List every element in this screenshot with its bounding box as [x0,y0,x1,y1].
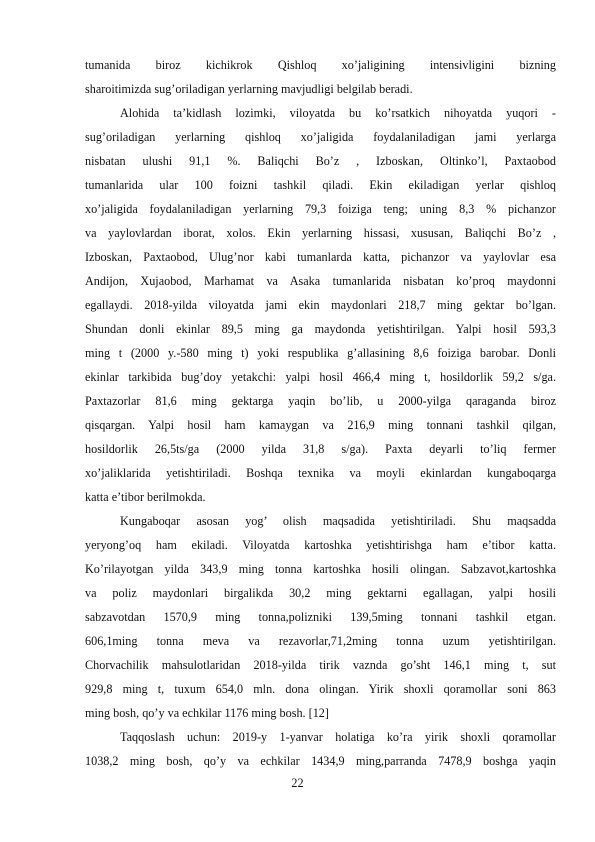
text-line: Kungaboqar asosan yog’ olish maqsadida yetishtiriladi. Shu maqsadda [120,514,556,528]
text-line: nisbatan ulushi 91,1 %. Baliqchi Bo’z , Izboskan, Oltinko’l, Paxtaobod [85,154,556,168]
text-line: ekinlar tarkibida bug’doy yetakchi: yalpi hosil 466,4 ming t, hosildorlik 59,2 s/ga. [85,370,556,384]
text-line: 1038,2 ming bosh, qo’y va echkilar 1434,9 ming,parranda 7478,9 boshga yaqin [85,754,556,768]
text-line: qisqargan. Yalpi hosil ham kamaygan va 216,9 ming tonnani tashkil qilgan, [85,418,556,432]
text-line: 606,1ming tonna meva va rezavorlar,71,2ming tonna uzum yetishtirilgan. [85,634,556,648]
text-line: sug’oriladigan yerlarning qishloq xo’jaligida foydalaniladigan jami yerlarga [85,130,556,144]
text-line: Alohida ta’kidlash lozimki, viloyatda bu ko’rsatkich nihoyatda yuqori - [120,106,556,120]
text-line: 929,8 ming t, tuxum 654,0 mln. dona olingan. Yirik shoxli qoramollar soni 863 [85,682,556,696]
page-number: 22 [291,776,304,790]
text-line: Ko’rilayotgan yilda 343,9 ming tonna kartoshka hosili olingan. Sabzavot,kartoshka [85,562,556,576]
text-line: sabzavotdan 1570,9 ming tonna,polizniki 139,5ming tonnani tashkil etgan. [85,610,556,624]
text-line: va yaylovlardan iborat, xolos. Ekin yerlarning hissasi, xususan, Baliqchi Bo’z , [85,226,556,240]
text-line: Andijon, Xujaobod, Marhamat va Asaka tumanlarida nisbatan ko’proq maydonni [85,274,556,288]
text-line: Shundan donli ekinlar 89,5 ming ga maydonda yetishtirilgan. Yalpi hosil 593,3 [85,322,556,336]
text-line: Paxtazorlar 81,6 ming gektarga yaqin bo’lib, u 2000-yilga qaraganda biroz [85,394,556,408]
text-line: egallaydi. 2018-yilda viloyatda jami ekin maydonlari 218,7 ming gektar bo’lgan. [85,298,556,312]
text-line: katta e’tibor berilmokda. [85,490,206,504]
text-line: hosildorlik 26,5ts/ga (2000 yilda 31,8 s/ga). Paxta deyarli to’liq fermer [85,442,556,456]
text-line: tumanida biroz kichikrok Qishloq xo’jaligining intensivligini bizning [85,58,556,72]
text-line: va poliz maydonlari birgalikda 30,2 ming gektarni egallagan, yalpi hosili [85,586,556,600]
text-line: tumanlarida ular 100 foizni tashkil qiladi. Ekin ekiladigan yerlar qishloq [85,178,556,192]
text-line: ming bosh, qo’y va echkilar 1176 ming bosh. [12] [85,706,329,720]
text-line: Chorvachilik mahsulotlaridan 2018-yilda tirik vaznda go’sht 146,1 ming t, sut [85,658,556,672]
text-line: Taqqoslash uchun: 2019-y 1-yanvar holatiga ko’ra yirik shoxli qoramollar [120,730,556,744]
text-line: yeryong’oq ham ekiladi. Viloyatda kartoshka yetishtirishga ham e’tibor katta. [85,538,556,552]
text-line: xo’jaligida foydalaniladigan yerlarning 79,3 foiziga teng; uning 8,3 % pichanzor [85,202,556,216]
text-line: xo’jaliklarida yetishtiriladi. Boshqa texnika va moyli ekinlardan kungaboqarga [85,466,556,480]
text-line: sharoitimizda sug’oriladigan yerlarning mavjudligi belgilab beradi. [85,82,413,96]
text-line: Izboskan, Paxtaobod, Ulug’nor kabi tumanlarda katta, pichanzor va yaylovlar esa [85,250,556,264]
text-line: ming t (2000 y.-580 ming t) yoki respublika g’allasining 8,6 foiziga barobar. Donli [85,346,556,360]
